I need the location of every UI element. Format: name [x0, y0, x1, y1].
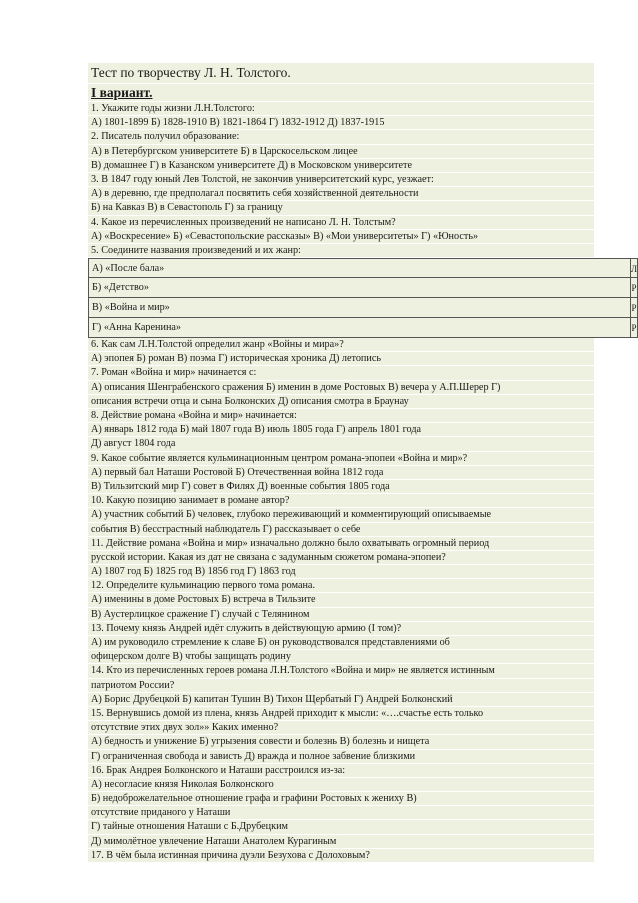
text-line: В) домашнее Г) в Казанском университете Д) в Московском университете [88, 159, 594, 173]
test-document [88, 63, 637, 863]
text-line: 6. Как сам Л.Н.Толстой определил жанр «Войны и мира»? [88, 338, 594, 352]
text-line: А) описания Шенграбенского сражения Б) именин в доме Ростовых В) вечера у А.П.Шерер Г) [88, 381, 594, 395]
text-line: 10. Какую позицию занимает в романе автор? [88, 494, 594, 508]
text-line: В) Тильзитский мир Г) совет в Филях Д) военные события 1805 года [88, 480, 594, 494]
text-line: 5. Соедините названия произведений и их жанр: [88, 244, 594, 258]
text-line: патриотом России? [88, 679, 594, 693]
text-line: 14. Кто из перечисленных героев романа Л.Н.Толстого «Война и мир» не является истинным [88, 664, 594, 678]
text-line: отсутствие этих двух зол»» Каких именно? [88, 721, 594, 735]
text-line: А) 1801-1899 Б) 1828-1910 В) 1821-1864 Г) 1832-1912 Д) 1837-1915 [88, 116, 594, 130]
text-line: русской истории. Какая из дат не связана с задуманным сюжетом романа-эпопеи? [88, 551, 594, 565]
matching-row [88, 298, 638, 318]
text-line: Г) ограниченная свобода и зависть Д) вражда и полное забвение близкими [88, 750, 594, 764]
text-line: 13. Почему князь Андрей идёт служить в действующую армию (I том)? [88, 622, 594, 636]
work-title: В) «Война и мир» [92, 302, 170, 314]
text-line: А) в Петербургском университете Б) в Царскосельском лицее [88, 145, 594, 159]
text-line: отсутствие приданого у Наташи [88, 806, 594, 820]
text-line: А) в деревню, где предполагал посвятить себя хозяйственной деятельности [88, 187, 594, 201]
work-title: Г) «Анна Каренина» [92, 322, 182, 334]
genre-cell: Р [630, 278, 637, 297]
text-line: 17. В чём была истинная причина дуэли Безухова с Долоховым? [88, 849, 594, 863]
work-title: А) «После бала» [92, 263, 165, 275]
text-line: Б) недоброжелательное отношение графа и графини Ростовых к жениху В) [88, 792, 594, 806]
matching-row [88, 318, 638, 338]
text-line: А) участник событий Б) человек, глубоко переживающий и комментирующий описываемые [88, 508, 594, 522]
text-line: А) именины в доме Ростовых Б) встреча в Тильзите [88, 593, 594, 607]
text-line: 3. В 1847 году юный Лев Толстой, не закончив университетский курс, уезжает: [88, 173, 594, 187]
text-line: 4. Какое из перечисленных произведений не написано Л. Н. Толстым? [88, 216, 594, 230]
work-title: Б) «Детство» [92, 282, 149, 294]
variant-heading: I вариант. [88, 84, 594, 102]
text-line: А) «Воскресение» Б) «Севастопольские рассказы» В) «Мои университеты» Г) «Юность» [88, 230, 594, 244]
text-line: 8. Действие романа «Война и мир» начинается: [88, 409, 594, 423]
text-line: А) несогласие князя Николая Болконского [88, 778, 594, 792]
text-line: А) первый бал Наташи Ростовой Б) Отечественная война 1812 года [88, 466, 594, 480]
text-line: 15. Вернувшись домой из плена, князь Андрей приходит к мысли: «….счастье есть только [88, 707, 594, 721]
document-title: Тест по творчеству Л. Н. Толстого. [88, 63, 594, 84]
text-line: В) Аустерлицкое сражение Г) случай с Телянином [88, 608, 594, 622]
text-line: А) январь 1812 года Б) май 1807 года В) июль 1805 года Г) апрель 1801 года [88, 423, 594, 437]
genre-cell: Р [630, 298, 637, 317]
text-line: события В) бесстрастный наблюдатель Г) рассказывает о себе [88, 523, 594, 537]
questions-1-5 [88, 102, 594, 258]
text-line: А) Борис Друбецкой Б) капитан Тушин В) Тихон Щербатый Г) Андрей Болконский [88, 693, 594, 707]
text-line: А) бедность и унижение Б) угрызения совести и болезнь В) болезнь и нищета [88, 735, 594, 749]
text-line: 9. Какое событие является кульминационным центром романа-эпопеи «Война и мир»? [88, 452, 594, 466]
matching-row [88, 278, 638, 298]
text-line: Д) мимолётное увлечение Наташи Анатолем Курагиным [88, 835, 594, 849]
text-line: 11. Действие романа «Война и мир» изначально должно было охватывать огромный период [88, 537, 594, 551]
genre-cell: Л [630, 259, 637, 277]
text-line: 16. Брак Андрея Болконского и Наташи расстроился из-за: [88, 764, 594, 778]
text-line: 12. Определите кульминацию первого тома романа. [88, 579, 594, 593]
text-line: офицерском долге В) чтобы защищать родину [88, 650, 594, 664]
questions-6-17 [88, 338, 594, 863]
text-line: А) эпопея Б) роман В) поэма Г) историческая хроника Д) летопись [88, 352, 594, 366]
text-line: А) им руководило стремление к славе Б) он руководствовался представлениями об [88, 636, 594, 650]
text-line: описания встречи отца и сына Болконских Д) описания смотра в Браунау [88, 395, 594, 409]
text-line: Б) на Кавказ В) в Севастополь Г) за границу [88, 201, 594, 215]
text-line: 1. Укажите годы жизни Л.Н.Толстого: [88, 102, 594, 116]
matching-row [88, 258, 638, 278]
text-line: Г) тайные отношения Наташи с Б.Друбецким [88, 820, 594, 834]
text-line: Д) август 1804 года [88, 437, 594, 451]
text-line: А) 1807 год Б) 1825 год В) 1856 год Г) 1863 год [88, 565, 594, 579]
genre-cell: Р [630, 318, 637, 337]
text-line: 7. Роман «Война и мир» начинается с: [88, 366, 594, 380]
matching-table [88, 258, 638, 338]
text-line: 2. Писатель получил образование: [88, 130, 594, 144]
